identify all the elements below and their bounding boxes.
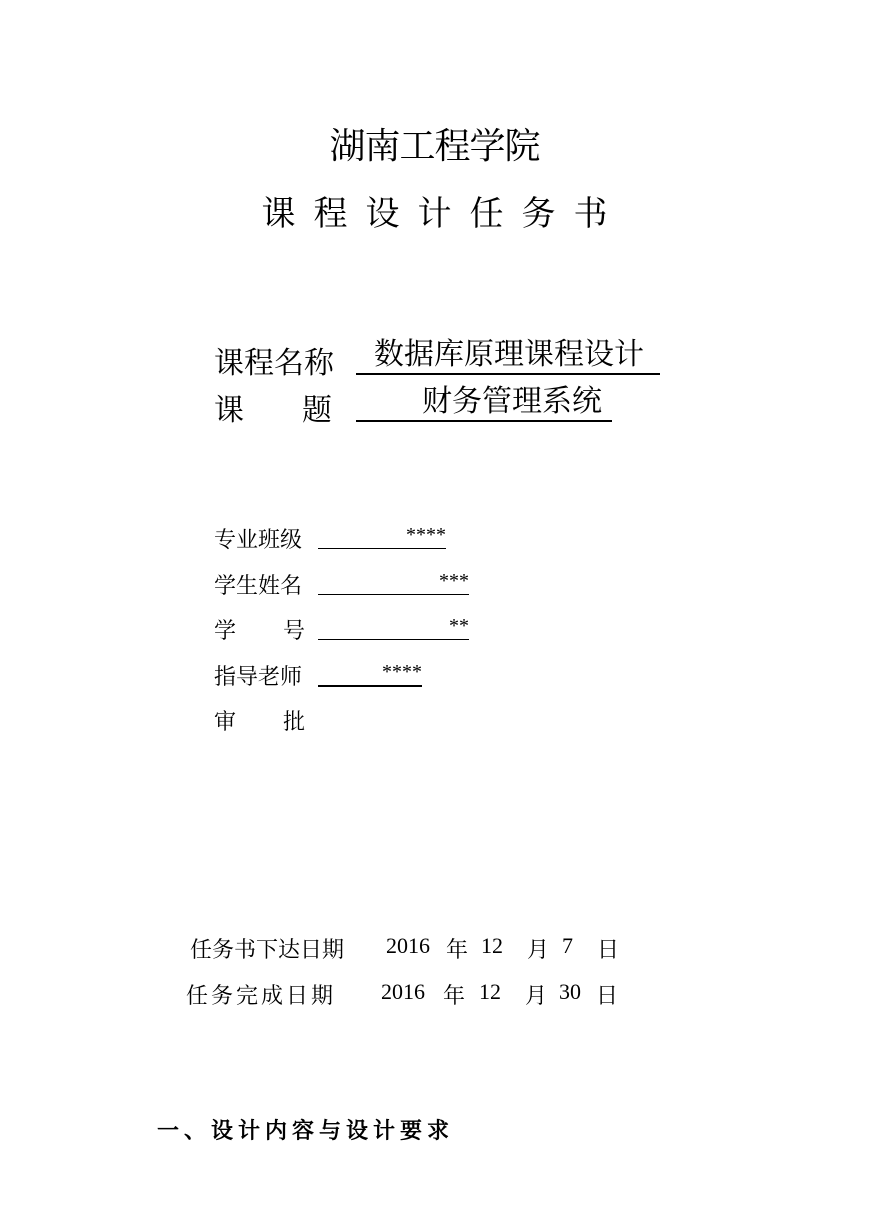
- finish-year-unit: 年: [443, 984, 466, 1009]
- student-id-value: **: [318, 613, 469, 640]
- issue-day-unit: 日: [597, 938, 620, 963]
- doc-title-char: 程: [313, 194, 348, 234]
- advisor-label: 指导老师: [214, 665, 303, 690]
- document-title: [0, 186, 869, 235]
- issue-date-label: 任务书下达日期: [190, 938, 345, 963]
- finish-day: 30: [559, 979, 581, 1004]
- section-heading: 一、设计内容与设计要求: [157, 1119, 455, 1144]
- finish-month: 12: [479, 979, 501, 1004]
- issue-month: 12: [481, 933, 503, 958]
- finish-day-unit: 日: [596, 984, 619, 1009]
- issue-year-unit: 年: [446, 938, 469, 963]
- topic-value: 财务管理系统: [356, 385, 612, 422]
- issue-day: 7: [562, 933, 573, 958]
- approval-label-2: 批: [283, 710, 306, 735]
- institution-title: 湖南工程学院: [329, 126, 540, 167]
- doc-title-char: 设: [365, 194, 400, 234]
- topic-label-2: 题: [302, 393, 332, 428]
- issue-year: 2016: [386, 933, 430, 958]
- topic-label-1: 课: [214, 393, 244, 428]
- doc-title-char: 计: [417, 194, 452, 234]
- major-value: ****: [318, 522, 446, 549]
- finish-date-label: 任务完成日期: [186, 984, 337, 1009]
- doc-title-char: 务: [521, 194, 556, 234]
- course-name-label: 课程名称: [214, 346, 334, 381]
- issue-month-unit: 月: [527, 938, 550, 963]
- student-name-label: 学生姓名: [214, 574, 303, 599]
- doc-title-char: 任: [469, 194, 504, 234]
- advisor-value: ****: [318, 659, 422, 687]
- student-id-label-2: 号: [283, 619, 306, 644]
- student-id-label-1: 学: [214, 619, 237, 644]
- course-name-value: 数据库原理课程设计: [356, 338, 660, 375]
- doc-title-char: 书: [573, 194, 608, 234]
- student-name-value: ***: [318, 568, 469, 595]
- doc-title-char: 课: [261, 194, 296, 234]
- approval-label-1: 审: [214, 710, 237, 735]
- major-label: 专业班级: [214, 528, 303, 553]
- finish-month-unit: 月: [525, 984, 548, 1009]
- finish-year: 2016: [381, 979, 425, 1004]
